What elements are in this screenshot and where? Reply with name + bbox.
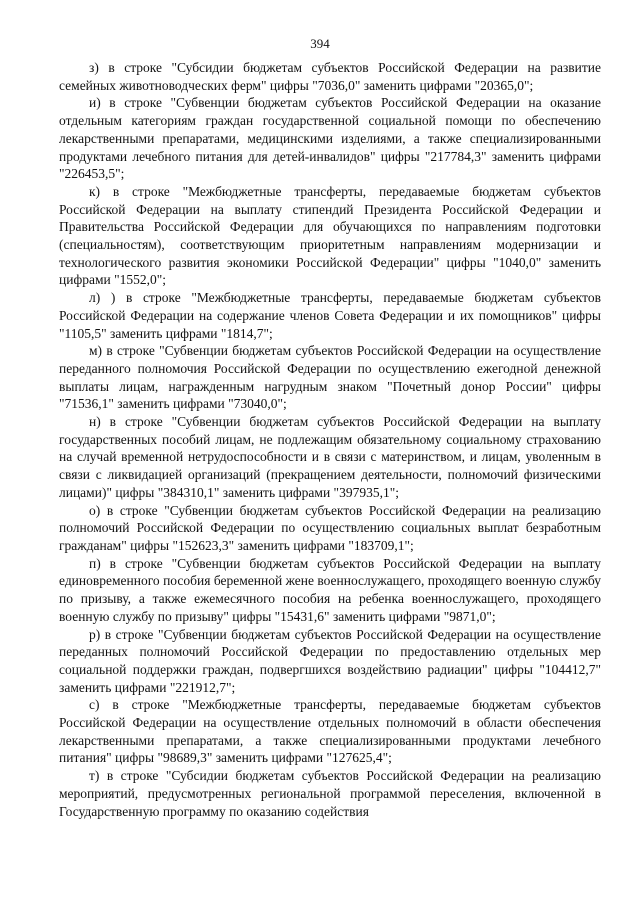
paragraph-r: р) в строке "Субвенции бюджетам субъектов Российской Федерации на осуществление переданных полномочий Российской Федерации по предоставлению отдельных мер социальной поддержки граждан, подвергшихся воздействию радиации" цифры "104412,7" заменить цифрами "221912,7"; xyxy=(59,626,601,695)
paragraph-o: о) в строке "Субвенции бюджетам субъектов Российской Федерации на реализацию полномочий Российской Федерации по осуществлению социальных выплат безработным гражданам" цифры "152623,3" заменить цифрами "183709,1"; xyxy=(59,502,601,553)
paragraph-l: л) ) в строке "Межбюджетные трансферты, передаваемые бюджетам субъектов Российской Федерации на содержание членов Совета Федерации и их помощников" цифры "1105,5" заменить цифрами "1814,7"; xyxy=(59,290,601,341)
paragraph-i: и) в строке "Субвенции бюджетам субъектов Российской Федерации на оказание отдельным категориям граждан государственной социальной помощи по обеспечению лекарственными препаратами, медицинскими изделиями, а также специализированными продуктами лечебного питания для детей-инвалидов" цифры "217784,3" заменить цифрами "226453,5"; xyxy=(59,95,601,182)
document-body xyxy=(59,59,601,820)
paragraph-s: с) в строке "Межбюджетные трансферты, передаваемые бюджетам субъектов Российской Федерации на осуществление отдельных полномочий в области обеспечения лекарственными препаратами, а также специализированными продуктами лечебного питания" цифры "98689,3" заменить цифрами "127625,4"; xyxy=(59,697,601,766)
paragraph-n: н) в строке "Субвенции бюджетам субъектов Российской Федерации на выплату государственных пособий лицам, не подлежащим обязательному социальному страхованию на случай временной нетрудоспособности и в связи с материнством, и лицам, уволенным в связи с ликвидацией организаций (прекращением деятельности, полномочий физическими лицами)" цифры "384310,1" заменить цифрами "397935,1"; xyxy=(59,414,601,500)
paragraph-z: з) в строке "Субсидии бюджетам субъектов Российской Федерации на развитие семейных животноводческих ферм" цифры "7036,0" заменить цифрами "20365,0"; xyxy=(59,60,601,93)
paragraph-m: м) в строке "Субвенции бюджетам субъектов Российской Федерации на осуществление переданного полномочия Российской Федерации по осуществлению ежегодной денежной выплаты лицам, награжденным нагрудным знаком "Почетный донор России" цифры "71536,1" заменить цифрами "73040,0"; xyxy=(59,343,601,412)
paragraph-p: п) в строке "Субвенции бюджетам субъектов Российской Федерации на выплату единовременного пособия беременной жене военнослужащего, проходящего военную службу по призыву, а также ежемесячного пособия на ребенка военнослужащего, проходящего военную службу по призыву" цифры "15431,6" заменить цифрами "9871,0"; xyxy=(59,555,601,624)
paragraph-k: к) в строке "Межбюджетные трансферты, передаваемые бюджетам субъектов Российской Федерации на выплату стипендий Президента Российской Федерации и Правительства Российской Федерации для обучающихся по направлениям подготовки (специальностям), соответствующим приоритетным направлениям модернизации и технологического развития экономики Российской Федерации" цифры "1040,0" заменить цифрами "1552,0"; xyxy=(59,183,601,288)
paragraph-t: т) в строке "Субсидии бюджетам субъектов Российской Федерации на реализацию мероприятий, предусмотренных региональной программой переселения, включенной в Государственную программу по оказанию содействия xyxy=(59,768,601,819)
page-number: 394 xyxy=(310,36,330,51)
